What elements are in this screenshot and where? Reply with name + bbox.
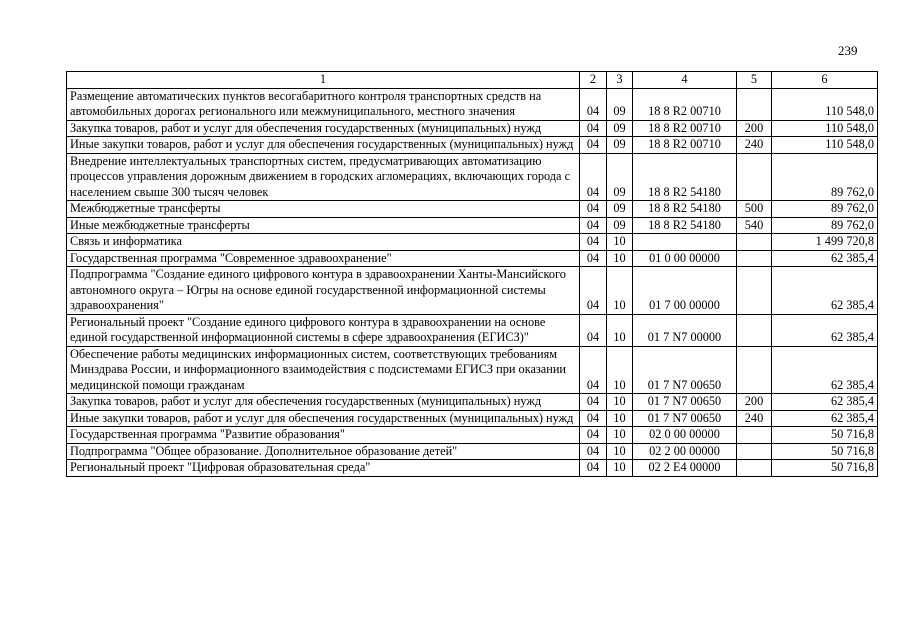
table-row: [67, 346, 878, 394]
cell-amount: 89 762,0: [772, 201, 878, 218]
cell-expense-type: [737, 88, 772, 120]
cell-subsection: 09: [607, 201, 633, 218]
cell-subsection: 09: [607, 120, 633, 137]
column-header-target-code: 4: [633, 72, 737, 89]
column-header-amount: 6: [772, 72, 878, 89]
cell-subsection: 10: [607, 410, 633, 427]
cell-amount: 89 762,0: [772, 153, 878, 201]
table-row: [67, 250, 878, 267]
cell-expense-type: [737, 267, 772, 315]
cell-section: 04: [580, 201, 607, 218]
cell-amount: 62 385,4: [772, 250, 878, 267]
cell-target-code: 02 2 00 00000: [633, 443, 737, 460]
cell-section: 04: [580, 137, 607, 154]
table-row: [67, 153, 878, 201]
cell-section: 04: [580, 234, 607, 251]
table-row: [67, 88, 878, 120]
cell-expense-type: [737, 250, 772, 267]
cell-target-code: 01 7 00 00000: [633, 267, 737, 315]
cell-target-code: 01 7 N7 00650: [633, 346, 737, 394]
cell-name: Внедрение интеллектуальных транспортных систем, предусматривающих автоматизацию процессов управления дорожным движением в городских агломерациях, включающих города с населением свыше 300 тысяч человек: [67, 153, 580, 201]
column-header-section: 2: [580, 72, 607, 89]
cell-target-code: 18 8 R2 00710: [633, 88, 737, 120]
cell-section: 04: [580, 443, 607, 460]
cell-subsection: 09: [607, 153, 633, 201]
cell-subsection: 10: [607, 427, 633, 444]
page-number: 239: [838, 43, 858, 58]
table-row: [67, 314, 878, 346]
cell-subsection: 10: [607, 346, 633, 394]
cell-subsection: 10: [607, 267, 633, 315]
cell-target-code: 18 8 R2 00710: [633, 137, 737, 154]
table-row: [67, 443, 878, 460]
budget-table: [66, 71, 878, 477]
cell-target-code: 01 7 N7 00650: [633, 394, 737, 411]
cell-amount: 62 385,4: [772, 267, 878, 315]
cell-amount: 62 385,4: [772, 346, 878, 394]
table-row: [67, 410, 878, 427]
cell-section: 04: [580, 394, 607, 411]
table-row: [67, 427, 878, 444]
cell-name: Государственная программа "Современное здравоохранение": [67, 250, 580, 267]
cell-amount: 110 548,0: [772, 88, 878, 120]
cell-expense-type: [737, 153, 772, 201]
cell-name: Закупка товаров, работ и услуг для обеспечения государственных (муниципальных) нужд: [67, 120, 580, 137]
cell-expense-type: [737, 346, 772, 394]
cell-name: Государственная программа "Развитие образования": [67, 427, 580, 444]
cell-subsection: 10: [607, 314, 633, 346]
cell-target-code: 01 7 N7 00650: [633, 410, 737, 427]
cell-name: Региональный проект "Цифровая образовательная среда": [67, 460, 580, 477]
cell-expense-type: 240: [737, 137, 772, 154]
cell-target-code: 18 8 R2 00710: [633, 120, 737, 137]
cell-amount: 1 499 720,8: [772, 234, 878, 251]
cell-name: Обеспечение работы медицинских информационных систем, соответствующих требованиям Минздрава России, и информационного взаимодействия с подсистемами ЕГИСЗ при оказании медицинской помощи гражданам: [67, 346, 580, 394]
cell-target-code: 02 2 E4 00000: [633, 460, 737, 477]
cell-name: Связь и информатика: [67, 234, 580, 251]
table-row: [67, 267, 878, 315]
cell-section: 04: [580, 153, 607, 201]
cell-target-code: 18 8 R2 54180: [633, 217, 737, 234]
table-row: [67, 120, 878, 137]
cell-subsection: 10: [607, 394, 633, 411]
cell-name: Иные закупки товаров, работ и услуг для обеспечения государственных (муниципальных) нужд: [67, 137, 580, 154]
cell-name: Региональный проект "Создание единого цифрового контура в здравоохранении на основе единой государственной информационной системы в сфере здравоохранения (ЕГИСЗ)": [67, 314, 580, 346]
cell-section: 04: [580, 346, 607, 394]
cell-amount: 50 716,8: [772, 427, 878, 444]
cell-target-code: [633, 234, 737, 251]
cell-subsection: 10: [607, 443, 633, 460]
cell-amount: 62 385,4: [772, 314, 878, 346]
cell-expense-type: [737, 460, 772, 477]
cell-name: Размещение автоматических пунктов весогабаритного контроля транспортных средств на автомобильных дорогах регионального или межмуниципального, местного значения: [67, 88, 580, 120]
cell-section: 04: [580, 427, 607, 444]
cell-expense-type: 200: [737, 394, 772, 411]
table-row: [67, 201, 878, 218]
column-header-expense-type: 5: [737, 72, 772, 89]
cell-name: Иные закупки товаров, работ и услуг для обеспечения государственных (муниципальных) нужд: [67, 410, 580, 427]
cell-name: Иные межбюджетные трансферты: [67, 217, 580, 234]
table-body: [67, 88, 878, 476]
cell-subsection: 10: [607, 250, 633, 267]
cell-amount: 110 548,0: [772, 120, 878, 137]
cell-amount: 110 548,0: [772, 137, 878, 154]
cell-expense-type: [737, 234, 772, 251]
cell-section: 04: [580, 267, 607, 315]
cell-expense-type: 200: [737, 120, 772, 137]
cell-expense-type: [737, 314, 772, 346]
cell-section: 04: [580, 120, 607, 137]
cell-name: Закупка товаров, работ и услуг для обеспечения государственных (муниципальных) нужд: [67, 394, 580, 411]
cell-amount: 89 762,0: [772, 217, 878, 234]
cell-name: Подпрограмма "Создание единого цифрового контура в здравоохранении Ханты-Мансийского автономного округа – Югры на основе единой государственной информационной системы здравоохранения": [67, 267, 580, 315]
table-row: [67, 234, 878, 251]
cell-subsection: 10: [607, 460, 633, 477]
cell-subsection: 09: [607, 217, 633, 234]
cell-section: 04: [580, 460, 607, 477]
header-row: [67, 72, 878, 89]
cell-name: Подпрограмма "Общее образование. Дополнительное образование детей": [67, 443, 580, 460]
cell-section: 04: [580, 217, 607, 234]
column-header-name: 1: [67, 72, 580, 89]
table-row: [67, 217, 878, 234]
cell-subsection: 09: [607, 88, 633, 120]
cell-expense-type: 240: [737, 410, 772, 427]
cell-expense-type: 500: [737, 201, 772, 218]
cell-target-code: 02 0 00 00000: [633, 427, 737, 444]
cell-expense-type: 540: [737, 217, 772, 234]
cell-subsection: 10: [607, 234, 633, 251]
cell-target-code: 18 8 R2 54180: [633, 201, 737, 218]
cell-amount: 50 716,8: [772, 443, 878, 460]
table-row: [67, 460, 878, 477]
cell-section: 04: [580, 250, 607, 267]
cell-section: 04: [580, 410, 607, 427]
cell-amount: 50 716,8: [772, 460, 878, 477]
cell-expense-type: [737, 443, 772, 460]
cell-target-code: 18 8 R2 54180: [633, 153, 737, 201]
cell-amount: 62 385,4: [772, 410, 878, 427]
cell-target-code: 01 0 00 00000: [633, 250, 737, 267]
cell-amount: 62 385,4: [772, 394, 878, 411]
cell-section: 04: [580, 88, 607, 120]
cell-target-code: 01 7 N7 00000: [633, 314, 737, 346]
column-header-subsection: 3: [607, 72, 633, 89]
cell-section: 04: [580, 314, 607, 346]
cell-expense-type: [737, 427, 772, 444]
cell-subsection: 09: [607, 137, 633, 154]
cell-name: Межбюджетные трансферты: [67, 201, 580, 218]
table-row: [67, 394, 878, 411]
table-row: [67, 137, 878, 154]
